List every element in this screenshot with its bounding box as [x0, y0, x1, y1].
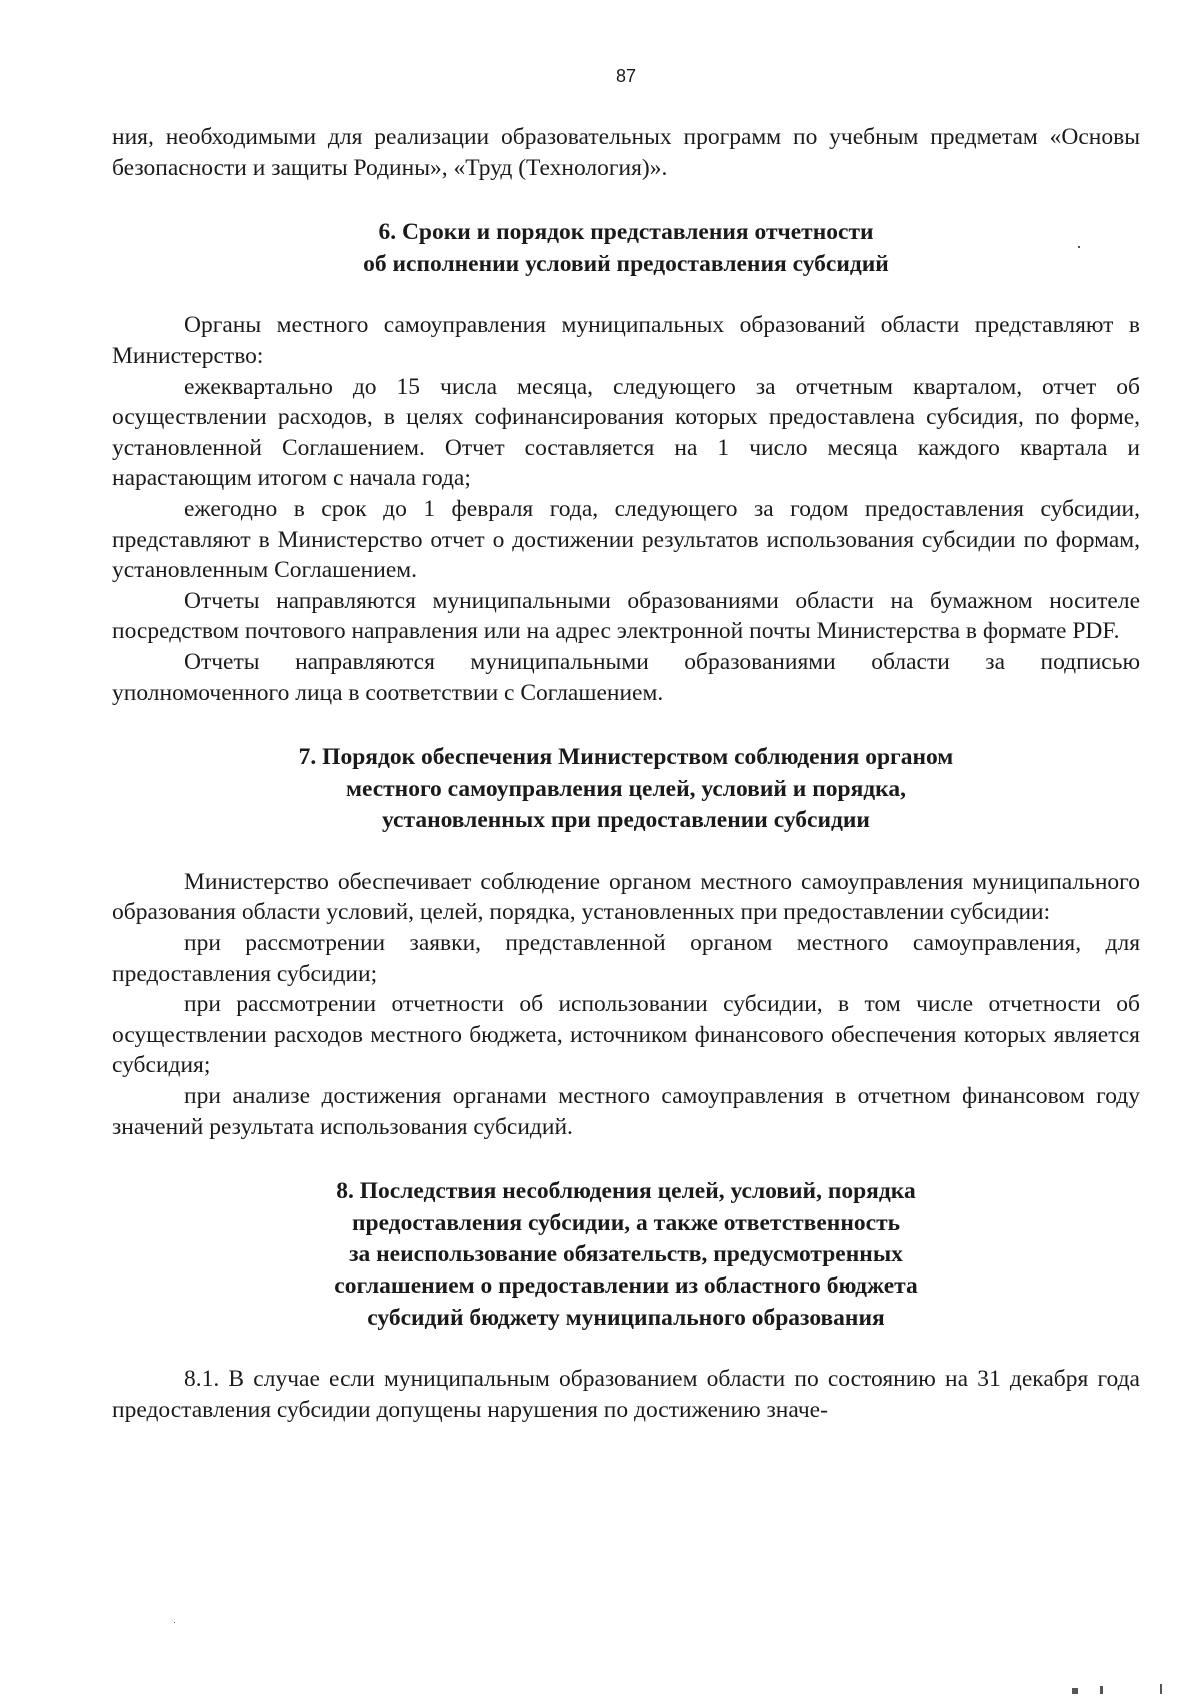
- heading-line: 7. Порядок обеспечения Министерством соблюдения органом: [298, 744, 954, 771]
- heading-line: об исполнении условий предоставления субсидий: [363, 250, 889, 277]
- section-6-heading: [112, 217, 1140, 280]
- heading-line: 6. Сроки и порядок представления отчетности: [378, 219, 874, 246]
- paragraph: 8.1. В случае если муниципальным образованием области по состоянию на 31 декабря года предоставления субсидии допущены нарушения по достижению значе-: [112, 1366, 1140, 1423]
- paragraph: при рассмотрении заявки, представленной органом местного самоуправления, для предоставления субсидии;: [112, 930, 1140, 987]
- paragraph: Отчеты направляются муниципальными образованиями области за подписью уполномоченного лица в соответствии с Соглашением.: [112, 648, 1140, 706]
- paragraph: Органы местного самоуправления муниципальных образований области представляют в Министерство:: [112, 312, 1140, 369]
- section-7-heading: [112, 742, 1140, 837]
- page-number: 87: [615, 66, 637, 86]
- section-8-heading: [112, 1176, 1140, 1334]
- heading-line: соглашением о предоставлении из областного бюджета: [334, 1273, 918, 1299]
- heading-line: местного самоуправления целей, условий и порядка,: [345, 775, 906, 802]
- heading-line: установленных при предоставлении субсидии: [382, 807, 870, 834]
- paragraph: при рассмотрении отчетности об использовании субсидии, в том числе отчетности об осуществлении расходов местного бюджета, источником финансового обеспечения которых является субсидия;: [112, 991, 1140, 1079]
- heading-line: 8. Последствия несоблюдения целей, условий, порядка: [336, 1178, 916, 1205]
- scan-speck: [1072, 1688, 1078, 1694]
- scan-speck: [174, 1622, 175, 1623]
- document-body: [112, 122, 1140, 1425]
- scan-speck: [1078, 246, 1080, 248]
- paragraph: ежегодно в срок до 1 февраля года, следующего за годом предоставления субсидии, представляют в Министерство отчет о достижении результатов использования субсидии по формам, установленным Соглашением.: [112, 495, 1140, 584]
- intro-paragraph: ния, необходимыми для реализации образовательных программ по учебным предметам «Основы безопасности и защиты Родины», «Труд (Технология)».: [112, 124, 1140, 181]
- paragraph: ежеквартально до 15 числа месяца, следующего за отчетным кварталом, отчет об осуществлении расходов, в целях софинансирования которых предоставлена субсидия, по форме, установленной Соглашением. Отчет составляется на 1 число месяца каждого квартала и нарастающим итогом с начала года;: [112, 373, 1140, 492]
- scan-speck: [1100, 1686, 1103, 1694]
- heading-line: предоставления субсидии, а также ответственность: [351, 1209, 901, 1236]
- heading-line: субсидий бюджету муниципального образования: [367, 1304, 885, 1331]
- paragraph: при анализе достижения органами местного самоуправления в отчетном финансовом году значений результата использования субсидий.: [112, 1083, 1140, 1140]
- scan-speck: [1160, 1684, 1162, 1694]
- heading-line: за неиспользование обязательств, предусмотренных: [349, 1241, 903, 1268]
- paragraph: Министерство обеспечивает соблюдение органом местного самоуправления муниципального образования области условий, целей, порядка, установленных при предоставлении субсидии:: [112, 868, 1140, 926]
- paragraph: Отчеты направляются муниципальными образованиями области на бумажном носителе посредством почтового направления или на адрес электронной почты Министерства в формате PDF.: [112, 587, 1140, 645]
